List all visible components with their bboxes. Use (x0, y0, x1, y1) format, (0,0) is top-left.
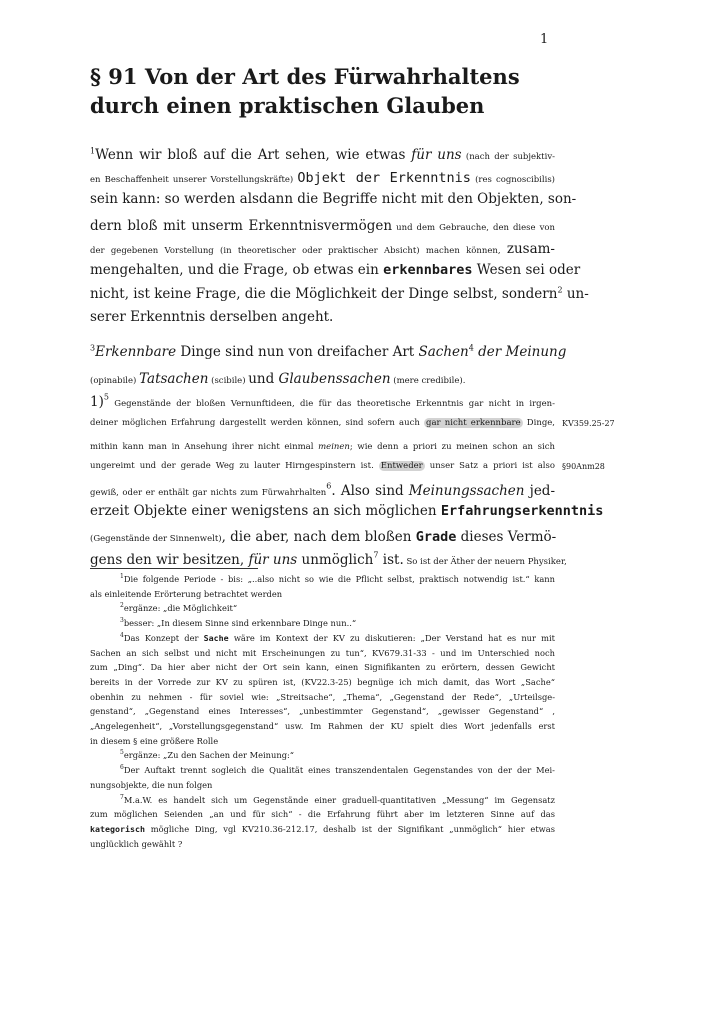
highlight-gar-nicht-erkennbare: gar nicht erkennbare (426, 418, 521, 428)
p1-line-8: serer Erkenntnis derselben angeht. (90, 309, 334, 325)
p2-line-4: deiner möglichen Erfahrung dargestellt werden können, sind sofern auch gar nicht erkennbare Dinge, (90, 418, 555, 428)
footnote-3: $^3$besser: „In diesem Sinne sind erkennbare Dinge nun..“ (120, 617, 357, 629)
p1-line-5: der gegebenen Vorstellung (in theoretischer oder praktischer Absicht) machen können, zusam- (90, 241, 555, 257)
term-erfahrungserkenntnis: Erfahrungserkenntnis (440, 503, 604, 519)
p1-line-1: $^1$Wenn wir bloß auf die Art sehen, wie etwas für uns (nach der subjektiv- (90, 146, 555, 163)
p2-line-3: 1)$^5$ Gegenstände der bloßen Vernunftideen, die für das theoretische Erkenntnis gar nicht in irgen- (90, 392, 555, 410)
p2-line-1: $^3$Erkennbare Dinge sind nun von dreifacher Art Sachen$^4$ der Meinung (90, 343, 567, 360)
footnote-7: $^7$M.a.W. es handelt sich um Gegenstände einer graduell-quantitativen „Messung“ im Gegensatz (120, 793, 555, 805)
footnote-5: $^5$ergänze: „Zu den Sachen der Meinung:“ (120, 749, 295, 761)
highlight-entweder: Entweder (380, 461, 423, 471)
p2-line-10: gens den wir besitzen, für uns unmöglich$^7$ ist. So ist der Äther der neuern Physiker, (90, 550, 567, 568)
p2-line-6: ungereimt und der gerade Weg zu lauter Hirngespinstern ist. Entweder unser Satz a priori ist also (90, 461, 555, 471)
term-grade: Grade (415, 529, 457, 545)
p2-line-5: mithin kann man in Ansehung ihrer nicht einmal meinen; wie denn a priori zu meinen schon an sich (90, 442, 555, 452)
section-title: § 91 Von der Art des Fürwahrhaltens durch einen praktischen Glauben (90, 64, 520, 118)
footnote-1-cont: als einleitende Erörterung betrachtet werden (90, 588, 283, 599)
p2-line-2: (opinabile) Tatsachen (scibile) und Glaubenssachen (mere credibile). (90, 371, 466, 387)
p1-line-6: mengehalten, und die Frage, ob etwas ein erkennbares Wesen sei oder (90, 262, 581, 278)
margin-note-kv: KV359.25-27 (562, 419, 615, 428)
footnote-2: $^2$ergänze: „die Möglichkeit“ (120, 602, 238, 614)
footnote-1: $^1$Die folgende Periode - bis: „..also nicht so wie die Pflicht selbst, praktisch notwendig ist.“ kann (120, 573, 555, 584)
p1-line-4: dern bloß mit unserm Erkenntnisvermögen und dem Gebrauche, den diese von (90, 218, 556, 234)
margin-note-paragraph: §90Anm28 (562, 462, 605, 471)
page-number: 1 (540, 32, 549, 47)
p1-line-2: en Beschaffenheit unserer Vorstellungskräfte) Objekt der Erkenntnis (res cognoscibilis) (90, 170, 555, 186)
term-objekt-der-erkenntnis: Objekt der Erkenntnis (297, 170, 471, 186)
p2-line-7: gewiß, oder er enthält gar nichts zum Fürwahrhalten$^6$. Also sind Meinungssachen jed- (90, 481, 556, 499)
footnote-rule (90, 568, 258, 569)
p1-footnote-ref-1: 1 (90, 146, 96, 156)
p2-line-8: erzeit Objekte einer wenigstens an sich möglichen Erfahrungserkenntnis (90, 503, 604, 519)
footnote-6: $^6$Der Auftakt trennt sogleich die Qualität eines transzendentalen Gegenstandes von der der Mei- (120, 764, 555, 776)
p1-line-3: sein kann: so werden alsdann die Begriffe nicht mit den Objekten, son- (90, 191, 577, 207)
p2-line-9: (Gegenstände der Sinnenwelt), die aber, nach dem bloßen Grade dieses Vermö- (90, 529, 557, 545)
footnotes: $^1$Die folgende Periode - bis: „..also nicht so wie die Pflicht selbst, praktisch notwendig ist.“ kann als einleitende Erörterung betrachtet werden $^2$ergänze: „die Möglichkeit“ $^3$besser: „In diesem Sinne sind erkennbare Dinge nun..“ $^4$Das Konzept der Sache wäre im Kontext der KV zu diskutieren: „Der Verstand hat es nur mit Sachen an sich selbst und nicht mit Erscheinungen zu tun“, KV679.31-33 - und im Unterschied noch zum „Ding“. Da hier aber nicht der Ort sein kann, einen Signifikanten zu erörtern, dessen Gewicht bereits in der Vorrede zur KV zu spüren ist, (KV22.3-25) begnüge ich mich damit, das Wort „Sache“ obenhin zu nehmen - für soviel wie: „Streitsache“, „Thema“, „Gegenstand der Rede“, „Urteilsge- genstand“, „Gegenstand eines Interesses“, „unbestimmter Gegenstand“, „gewisser Gegenstand“ , „Angelegenheit“, „Vorstellungsgegenstand“ usw. Im Rahmen der KU spielt dies Wort jedenfalls erst in diesem § eine größere Rolle $^5$ergänze: „Zu den Sachen der Meinung:“ $^6$Der Auftakt trennt sogleich die Qualität eines transzendentalen Gegenstandes von der der Mei- nungsobjekte, die nun folgen $^7$M.a.W. es handelt sich um Gegenstände einer graduell-quantitativen „Messung“ im Gegensatz zum möglichen Seienden „an und für sich“ - die Erfahrung führt aber im letzteren Sinne auf das kategorisch mögliche Ding, vgl KV210.36-212.17, deshalb ist der Signifikant „unmöglich“ hier etwas unglücklich gewählt ? (90, 573, 556, 849)
footnote-4: $^4$Das Konzept der Sache wäre im Kontext der KV zu diskutieren: „Der Verstand hat es nur mit (120, 632, 556, 643)
term-erkennbares: erkennbares (383, 262, 473, 278)
p1-line-7: nicht, ist keine Frage, die die Möglichkeit der Dinge selbst, sondern$^2$ un- (90, 285, 589, 302)
